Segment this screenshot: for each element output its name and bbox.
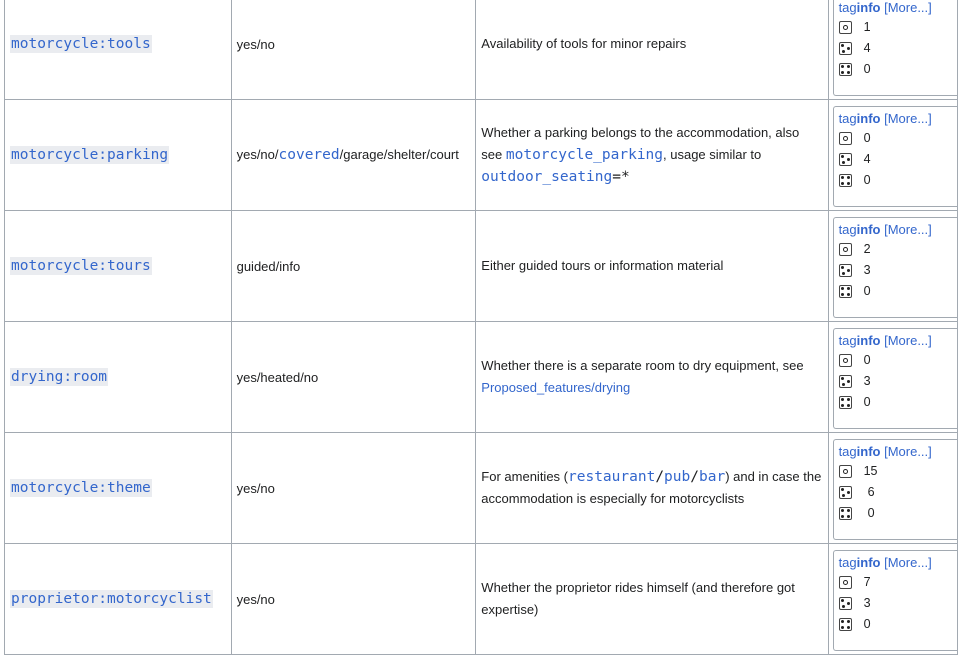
node-count: 7	[863, 575, 871, 589]
node-count: 2	[863, 242, 871, 256]
relation-icon	[839, 174, 852, 187]
taginfo-cell	[828, 0, 957, 100]
taginfo-cell	[828, 544, 957, 655]
taginfo-box	[833, 550, 957, 651]
relation-count: 0	[863, 617, 871, 631]
taginfo-link[interactable]: taginfo	[838, 0, 881, 15]
tag-link-pub[interactable]: pub	[664, 469, 691, 485]
way-icon	[839, 153, 852, 166]
way-icon	[839, 486, 852, 499]
node-count: 0	[863, 353, 871, 367]
table-row	[5, 433, 958, 544]
way-count-row	[839, 371, 957, 392]
way-count: 4	[863, 152, 871, 166]
way-count: 3	[863, 374, 871, 388]
values-cell: yes/no	[231, 544, 476, 655]
way-count-row	[839, 38, 957, 59]
key-link[interactable]: motorcycle:theme	[11, 480, 151, 496]
node-icon	[839, 354, 852, 367]
taginfo-header	[839, 332, 957, 350]
node-icon	[839, 21, 852, 34]
relation-count-row	[839, 503, 957, 524]
value-link-covered[interactable]: covered	[278, 147, 340, 163]
relation-icon	[839, 285, 852, 298]
way-icon	[839, 375, 852, 388]
relation-icon	[839, 396, 852, 409]
node-count-row	[839, 350, 957, 371]
description-cell: Whether there is a separate room to dry equipment, see Proposed_features/drying	[476, 322, 828, 433]
node-icon	[839, 465, 852, 478]
node-count-row	[839, 239, 957, 260]
way-count-row	[839, 593, 957, 614]
relation-count: 0	[863, 395, 871, 409]
key-cell	[5, 211, 232, 322]
way-count: 6	[867, 485, 875, 499]
way-icon	[839, 597, 852, 610]
taginfo-link[interactable]: taginfo	[838, 110, 881, 126]
more-link[interactable]: [More...]	[884, 0, 932, 15]
tag-link-outdoor-seating[interactable]: outdoor_seating	[481, 169, 613, 185]
taginfo-link[interactable]: taginfo	[838, 554, 881, 570]
relation-count-row	[839, 281, 957, 302]
more-link[interactable]: [More...]	[884, 221, 932, 237]
relation-count-row	[839, 170, 957, 191]
way-count-row	[839, 149, 957, 170]
way-icon	[839, 42, 852, 55]
table-row	[5, 100, 958, 211]
more-link[interactable]: [More...]	[884, 554, 932, 570]
description-cell: Whether a parking belongs to the accommodation, also see motorcycle_parking, usage similar to outdoor_seating=*	[476, 100, 828, 211]
tag-link-restaurant[interactable]: restaurant	[568, 469, 656, 485]
taginfo-header	[839, 554, 957, 572]
taginfo-header	[839, 0, 957, 17]
key-cell	[5, 322, 232, 433]
key-cell	[5, 544, 232, 655]
relation-icon	[839, 507, 852, 520]
key-link[interactable]: motorcycle:tours	[11, 258, 151, 274]
more-link[interactable]: [More...]	[884, 110, 932, 126]
proposed-features-drying-link[interactable]: Proposed_features/drying	[481, 380, 631, 395]
taginfo-header	[839, 221, 957, 239]
taginfo-box	[833, 106, 957, 207]
taginfo-box	[833, 217, 957, 318]
node-icon	[839, 132, 852, 145]
taginfo-box	[833, 0, 957, 96]
values-cell: yes/heated/no	[231, 322, 476, 433]
node-icon	[839, 576, 852, 589]
taginfo-cell	[828, 322, 957, 433]
table-row	[5, 211, 958, 322]
taginfo-box	[833, 328, 957, 429]
node-count-row	[839, 17, 957, 38]
node-count: 0	[863, 131, 871, 145]
key-cell	[5, 433, 232, 544]
taginfo-cell	[828, 433, 957, 544]
relation-count-row	[839, 614, 957, 635]
relation-count-row	[839, 392, 957, 413]
relation-icon	[839, 63, 852, 76]
way-count: 3	[863, 263, 871, 277]
more-link[interactable]: [More...]	[884, 443, 932, 459]
way-count-row	[839, 260, 957, 281]
taginfo-link[interactable]: taginfo	[838, 221, 881, 237]
values-cell: yes/no	[231, 0, 476, 100]
tag-link-bar[interactable]: bar	[698, 469, 726, 485]
taginfo-header	[839, 443, 957, 461]
key-link[interactable]: motorcycle:parking	[11, 147, 169, 163]
taginfo-link[interactable]: taginfo	[838, 332, 881, 348]
way-count: 3	[863, 596, 871, 610]
values-cell: yes/no	[231, 433, 476, 544]
node-count-row	[839, 572, 957, 593]
relation-count: 0	[867, 506, 875, 520]
key-link[interactable]: motorcycle:tools	[11, 36, 151, 52]
relation-icon	[839, 618, 852, 631]
description-cell: Availability of tools for minor repairs	[476, 0, 828, 100]
values-cell: guided/info	[231, 211, 476, 322]
table-row	[5, 544, 958, 655]
taginfo-cell	[828, 100, 957, 211]
tag-table	[4, 0, 958, 655]
node-count: 15	[863, 464, 878, 478]
key-link[interactable]: drying:room	[11, 369, 108, 385]
taginfo-cell	[828, 211, 957, 322]
node-icon	[839, 243, 852, 256]
way-icon	[839, 264, 852, 277]
more-link[interactable]: [More...]	[884, 332, 932, 348]
way-count: 4	[863, 41, 871, 55]
node-count-row	[839, 461, 957, 482]
relation-count: 0	[863, 62, 871, 76]
key-cell	[5, 100, 232, 211]
relation-count: 0	[863, 284, 871, 298]
relation-count-row	[839, 59, 957, 80]
table-row	[5, 322, 958, 433]
description-cell: Either guided tours or information material	[476, 211, 828, 322]
taginfo-header	[839, 110, 957, 128]
way-count-row	[839, 482, 957, 503]
node-count-row	[839, 128, 957, 149]
description-cell: Whether the proprietor rides himself (and therefore got expertise)	[476, 544, 828, 655]
key-cell	[5, 0, 232, 100]
values-cell: yes/no/covered/garage/shelter/court	[231, 100, 476, 211]
description-cell: For amenities (restaurant/pub/bar) and in case the accommodation is especially for motorcyclists	[476, 433, 828, 544]
node-count: 1	[863, 20, 871, 34]
taginfo-link[interactable]: taginfo	[838, 443, 881, 459]
taginfo-box	[833, 439, 957, 540]
tag-link-motorcycle-parking[interactable]: motorcycle_parking	[505, 147, 664, 163]
relation-count: 0	[863, 173, 871, 187]
table-row	[5, 0, 958, 100]
key-link[interactable]: proprietor:motorcyclist	[11, 591, 212, 607]
